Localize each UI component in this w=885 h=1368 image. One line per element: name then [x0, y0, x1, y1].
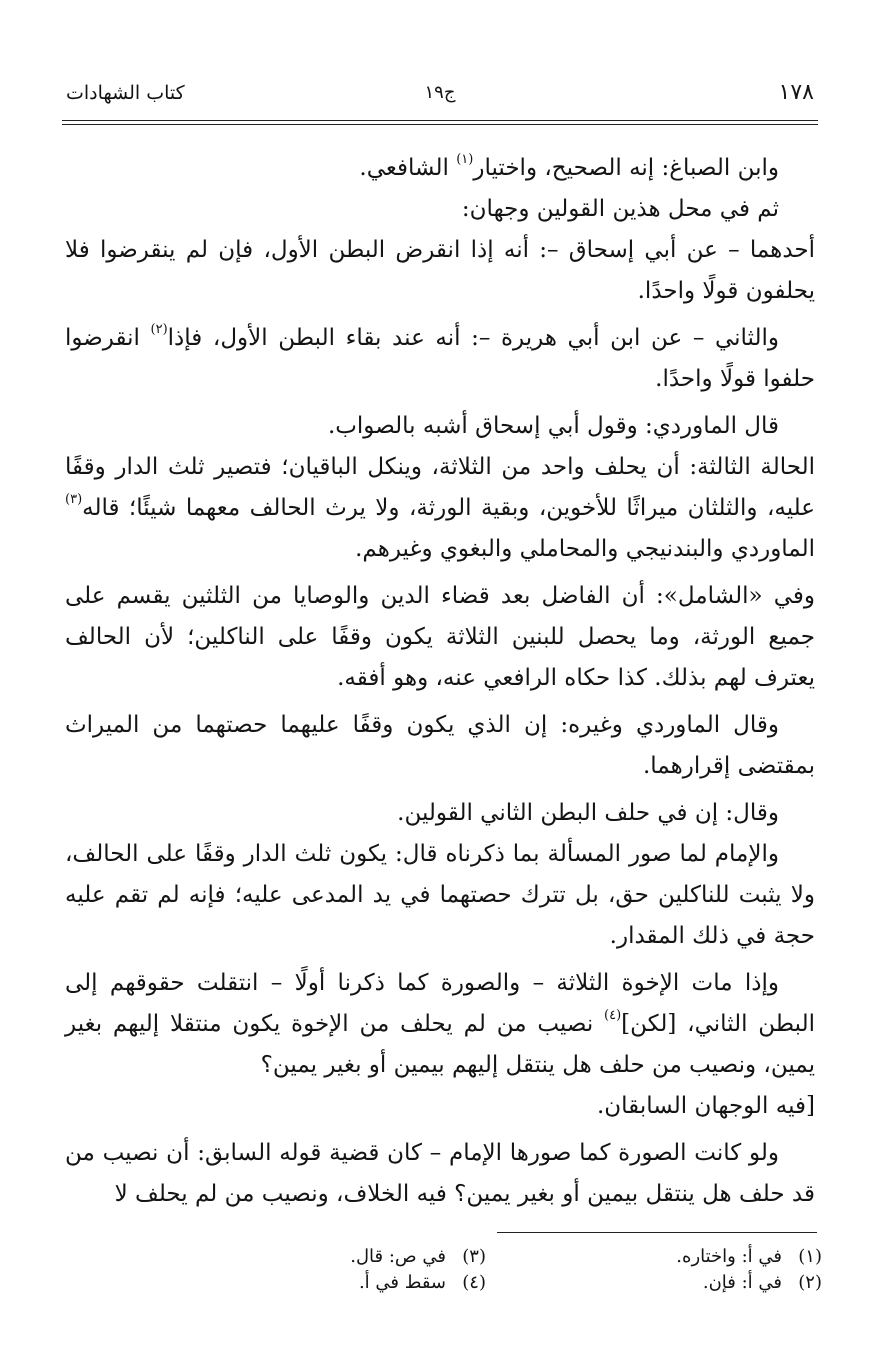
paragraph: [فيه الوجهان السابقان. — [596, 1093, 815, 1119]
text-run: وابن الصباغ: إنه الصحيح، واختيار — [473, 155, 779, 181]
main-text — [65, 148, 815, 1215]
text-run: وإذا مات الإخوة الثلاثة – والصورة كما ذكرنا أولًا – انتقلت حقوقهم إلى البطن الثاني، [لكن] — [65, 970, 816, 1037]
paragraph — [65, 318, 815, 400]
text-run: الحالة الثالثة: أن يحلف واحد من الثلاثة، وينكل الباقيان؛ فتصير ثلث الدار وقفًا عليه، والثلثان ميراثًا للأخوين، وبقية الورثة، ولا يرث الحالف معهما شيئًا؛ قاله — [65, 454, 815, 521]
paragraph: وفي «الشامل»: أن الفاضل بعد قضاء الدين والوصايا من الثلثين يقسم على جميع الورثة، وما يحصل للبنين الثلاثة يكون وقفًا على الناكلين؛ لأن الحالف يعترف لهم بذلك. كذا حكاه الرافعي عنه، وهو أفقه. — [65, 583, 815, 691]
paragraph: أحدهما – عن أبي إسحاق –: أنه إذا انقرض البطن الأول، فإن لم ينقرضوا فلا يحلفون قولًا واحدًا. — [65, 237, 815, 304]
book-title: كتاب الشهادات — [66, 82, 185, 104]
footnote-row — [150, 1270, 822, 1296]
footnote-number: (٢) — [798, 1272, 822, 1293]
header-rule — [62, 120, 818, 121]
paragraph: قال الماوردي: وقول أبي إسحاق أشبه بالصواب. — [327, 413, 779, 439]
footnote-text: في أ: فإن. — [702, 1272, 782, 1293]
footnote-text: سقط في أ. — [358, 1272, 446, 1293]
footnote — [150, 1244, 486, 1270]
paragraph — [65, 963, 815, 1086]
text-run: نصيب من لم يحلف من الإخوة يكون منتقلا إليهم بغير يمين، ونصيب من حلف هل ينتقل إليهم بيمين أو بغير يمين؟ — [65, 1011, 815, 1078]
footnote-ref: (٣) — [65, 492, 83, 507]
paragraph — [65, 148, 815, 189]
footnote-text: في أ: واختاره. — [676, 1246, 782, 1267]
footnote-number: (٣) — [462, 1246, 486, 1267]
paragraph: ولو كانت الصورة كما صورها الإمام – كان قضية قوله السابق: أن نصيب من قد حلف هل ينتقل بيمين أو بغير يمين؟ فيه الخلاف، ونصيب من لم يحلف لا — [65, 1140, 815, 1207]
paragraph: وقال: إن في حلف البطن الثاني القولين. — [397, 800, 779, 826]
page-header — [62, 76, 818, 116]
footnote-number: (١) — [798, 1246, 822, 1267]
footnote-ref: (١) — [456, 152, 474, 167]
page-number: ١٧٨ — [778, 80, 814, 105]
text-run: انقرضوا حلفوا قولًا واحدًا. — [65, 325, 815, 392]
footnote — [150, 1270, 486, 1296]
paragraph — [65, 447, 815, 570]
text-run: الماوردي والبندنيجي والمحاملي والبغوي وغيرهم. — [355, 536, 815, 562]
header-rule-thin — [62, 124, 818, 125]
text-run: والثاني – عن ابن أبي هريرة –: أنه عند بقاء البطن الأول، فإذا — [167, 325, 779, 351]
footnote-text: في ص: قال. — [350, 1246, 446, 1267]
footnote-row — [150, 1244, 822, 1270]
footnote — [486, 1270, 822, 1296]
footnote — [486, 1244, 822, 1270]
footnote-separator — [497, 1232, 817, 1233]
footnotes — [150, 1244, 822, 1296]
paragraph: ثم في محل هذين القولين وجهان: — [461, 196, 779, 222]
footnote-number: (٤) — [462, 1272, 486, 1293]
paragraph: والإمام لما صور المسألة بما ذكرناه قال: يكون ثلث الدار وقفًا على الحالف، ولا يثبت للناكلين حق، بل تترك حصتهما في يد المدعى عليه؛ فإنه لم تقم عليه حجة في ذلك المقدار. — [65, 841, 815, 949]
footnote-ref: (٢) — [150, 322, 168, 337]
volume-label: ج١٩ — [424, 82, 456, 103]
text-run: الشافعي. — [359, 155, 457, 181]
paragraph: وقال الماوردي وغيره: إن الذي يكون وقفًا عليهما حصتهما من الميراث بمقتضى إقرارهما. — [65, 712, 815, 779]
footnote-ref: (٤) — [604, 1008, 622, 1023]
